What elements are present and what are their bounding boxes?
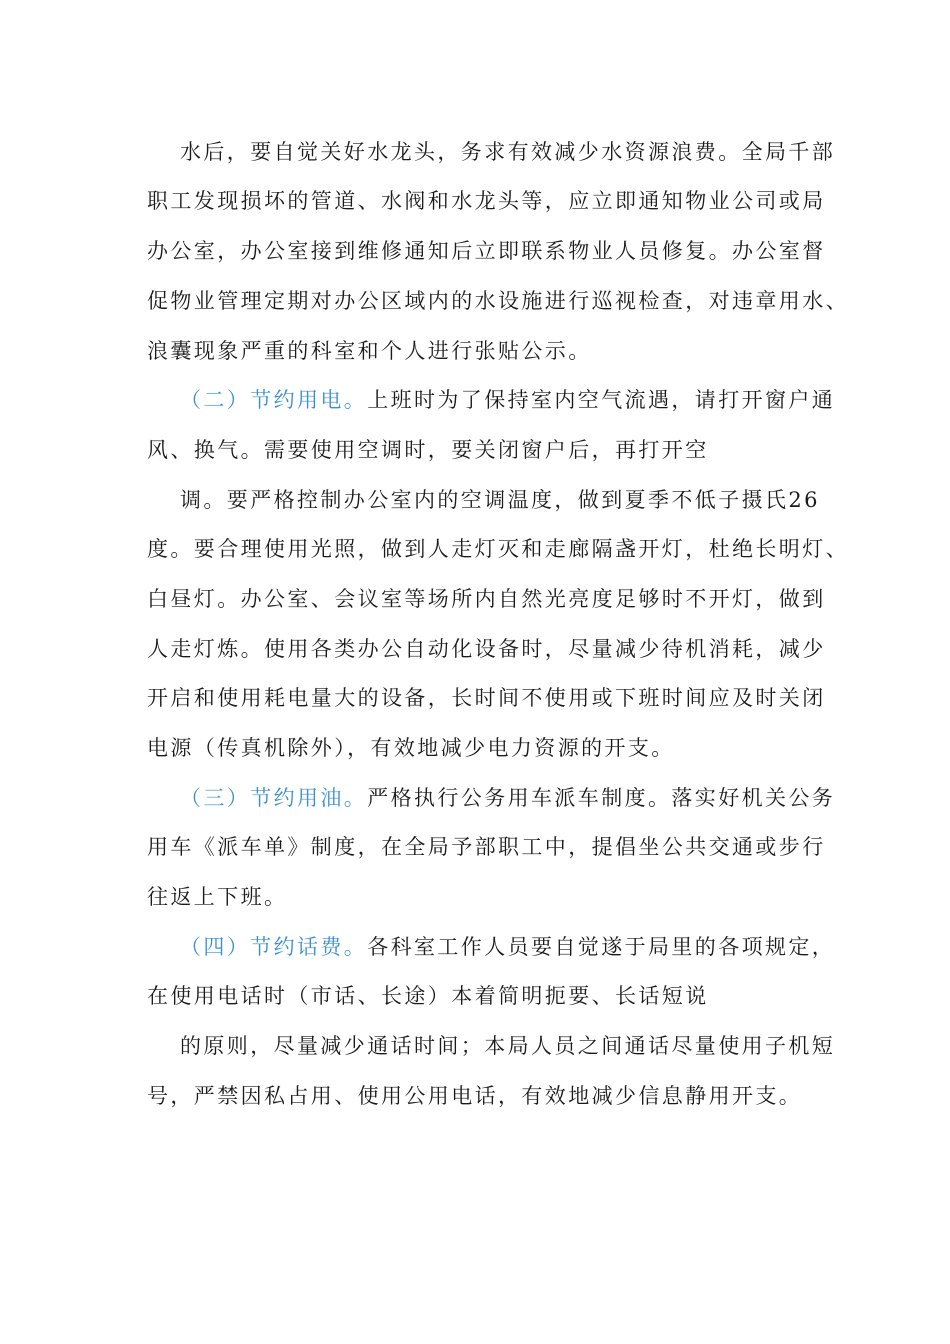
paragraph-line: 促物业管理定期对办公区域内的水设施进行巡视检查，对违章用水、	[147, 289, 849, 313]
paragraph-line: 度。要合理使用光照，做到人走灯灭和走廊隔盏开灯，杜绝长明灯、	[147, 537, 849, 561]
section-line	[180, 385, 835, 415]
paragraph-line: 白昼灯。办公室、会议室等场所内自然光亮度足够时不开灯，做到	[147, 587, 826, 611]
section-heading: （三）节约用油。	[180, 786, 368, 810]
section-text: 各科室工作人员要自觉遂于局里的各项规定，	[367, 935, 836, 959]
paragraph-line: 水后，要自觉关好水龙头，务求有效减少水资源浪费。全局千部	[180, 140, 836, 164]
paragraph-line: 的原则，尽量减少通话时间；本局人员之间通话尽量使用子机短	[180, 1034, 836, 1058]
paragraph-line: 往返上下班。	[147, 885, 288, 909]
section-text: 严格执行公务用车派车制度。落实好机关公务	[367, 786, 836, 810]
section-line	[180, 932, 835, 962]
section-text: 上班时为了保持室内空气流遇，请打开窗户通	[367, 388, 836, 412]
section-line	[180, 783, 835, 813]
paragraph-line: 用车《派车单》制度，在全局予部职工中，提倡坐公共交通或步行	[147, 835, 826, 859]
paragraph-line: 职工发现损坏的管道、水阀和水龙头等，应立即通知物业公司或局	[147, 189, 826, 213]
paragraph-line: 浪囊现象严重的科室和个人进行张贴公示。	[147, 339, 592, 363]
paragraph-line: 开启和使用耗电量大的设备，长时间不使用或下班时间应及时关闭	[147, 686, 826, 710]
paragraph-line: 在使用电话时（市话、长途）本着简明扼要、长话短说	[147, 984, 709, 1008]
section-heading: （四）节约话费。	[180, 935, 368, 959]
paragraph-line: 人走灯炼。使用各类办公自动化设备时，尽量减少待机消耗，减少	[147, 637, 826, 661]
paragraph-line: 风、换气。需要使用空调时，要关闭窗户后，再打开空	[147, 438, 709, 462]
paragraph-line: 调。要严格控制办公室内的空调温度，做到夏季不低子摄氏26	[180, 488, 820, 512]
section-heading: （二）节约用电。	[180, 388, 368, 412]
paragraph-line: 办公室，办公室接到维修通知后立即联系物业人员修复。办公室督	[147, 239, 826, 263]
paragraph-line: 号，严禁因私占用、使用公用电话，有效地减少信息静用开支。	[147, 1084, 803, 1108]
paragraph-line: 电源（传真机除外），有效地减少电力资源的开支。	[147, 736, 675, 760]
